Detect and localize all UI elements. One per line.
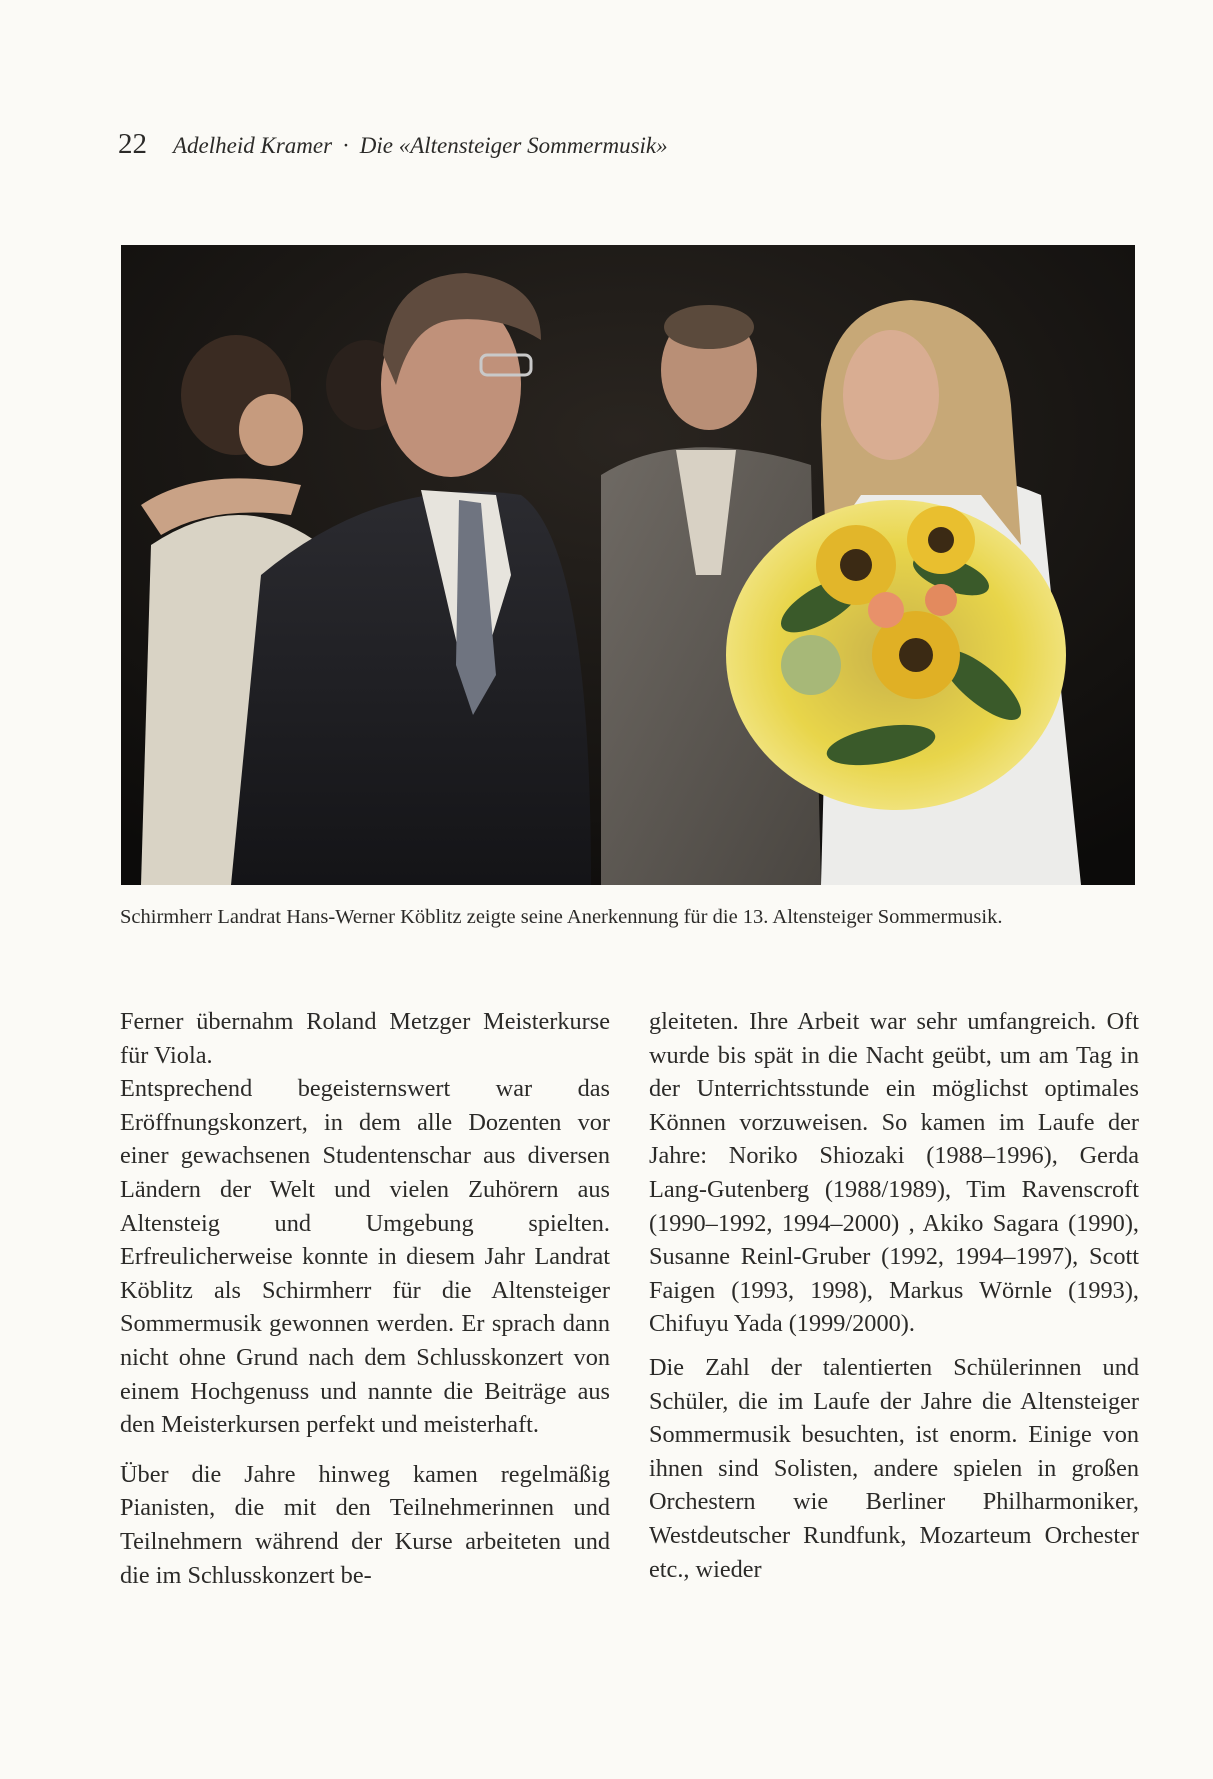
running-head-title: Die «Altensteiger Sommermusik»: [359, 133, 668, 158]
paragraph: Über die Jahre hinweg kamen regelmäßig Pianisten, die mit den Teilnehmerinnen und Teilnehmern während der Kurse arbeiteten und die im Schlusskonzert be-: [120, 1460, 610, 1589]
paragraph: Ferner übernahm Roland Metzger Meisterkurse für Viola.: [120, 1008, 610, 1069]
text-column-right: [649, 1005, 1139, 1586]
page-number: 22: [118, 128, 147, 160]
paragraph: gleiteten. Ihre Arbeit war sehr umfangreich. Oft wurde bis spät in die Nacht geübt, um am Tag in der Unterrichtsstunde ein möglichst optimales Können vorzuweisen. So kamen im Laufe der Jahre: Noriko Shiozaki (1988–1996), Gerda Lang-Gutenberg (1988/1989), Tim Ravenscroft (1990–1992, 1994–2000) , Akiko Sagara (1990), Susanne Reinl-Gruber (1992, 1994–1997), Scott Faigen (1993, 1998), Markus Wörnle (1993), Chifuyu Yada (1999/2000).: [649, 1008, 1139, 1338]
text-column-left: [120, 1005, 610, 1592]
running-head-author: Adelheid Kramer: [173, 133, 333, 158]
photo-caption: Schirmherr Landrat Hans-Werner Köblitz zeigte seine Anerkennung für die 13. Altensteiger Sommermusik.: [120, 906, 1003, 928]
paragraph: Entsprechend begeisternswert war das Eröffnungskonzert, in dem alle Dozenten vor einer gewachsenen Studentenschar aus diversen Ländern der Welt und vielen Zuhörern aus Altensteig und Umgebung spielten. Erfreulicherweise konnte in diesem Jahr Landrat Köblitz als Schirmherr für die Altensteiger Sommermusik gewonnen werden. Er sprach dann nicht ohne Grund nach dem Schlusskonzert von einem Hochgenuss und nannte die Beiträge aus den Meisterkursen perfekt und meisterhaft.: [120, 1075, 610, 1439]
photo-illustration: [121, 245, 1135, 885]
paragraph: Die Zahl der talentierten Schülerinnen und Schüler, die im Laufe der Jahre die Altensteiger Sommermusik besuchten, ist enorm. Einige von ihnen sind Solisten, andere spielen in großen Orchestern wie Berliner Philharmoniker, Westdeutscher Rundfunk, Mozarteum Orchester etc., wieder: [649, 1353, 1139, 1583]
event-photograph: [121, 245, 1135, 885]
running-header: [118, 128, 668, 161]
running-head: [173, 133, 668, 159]
running-head-separator: ·: [342, 133, 350, 158]
